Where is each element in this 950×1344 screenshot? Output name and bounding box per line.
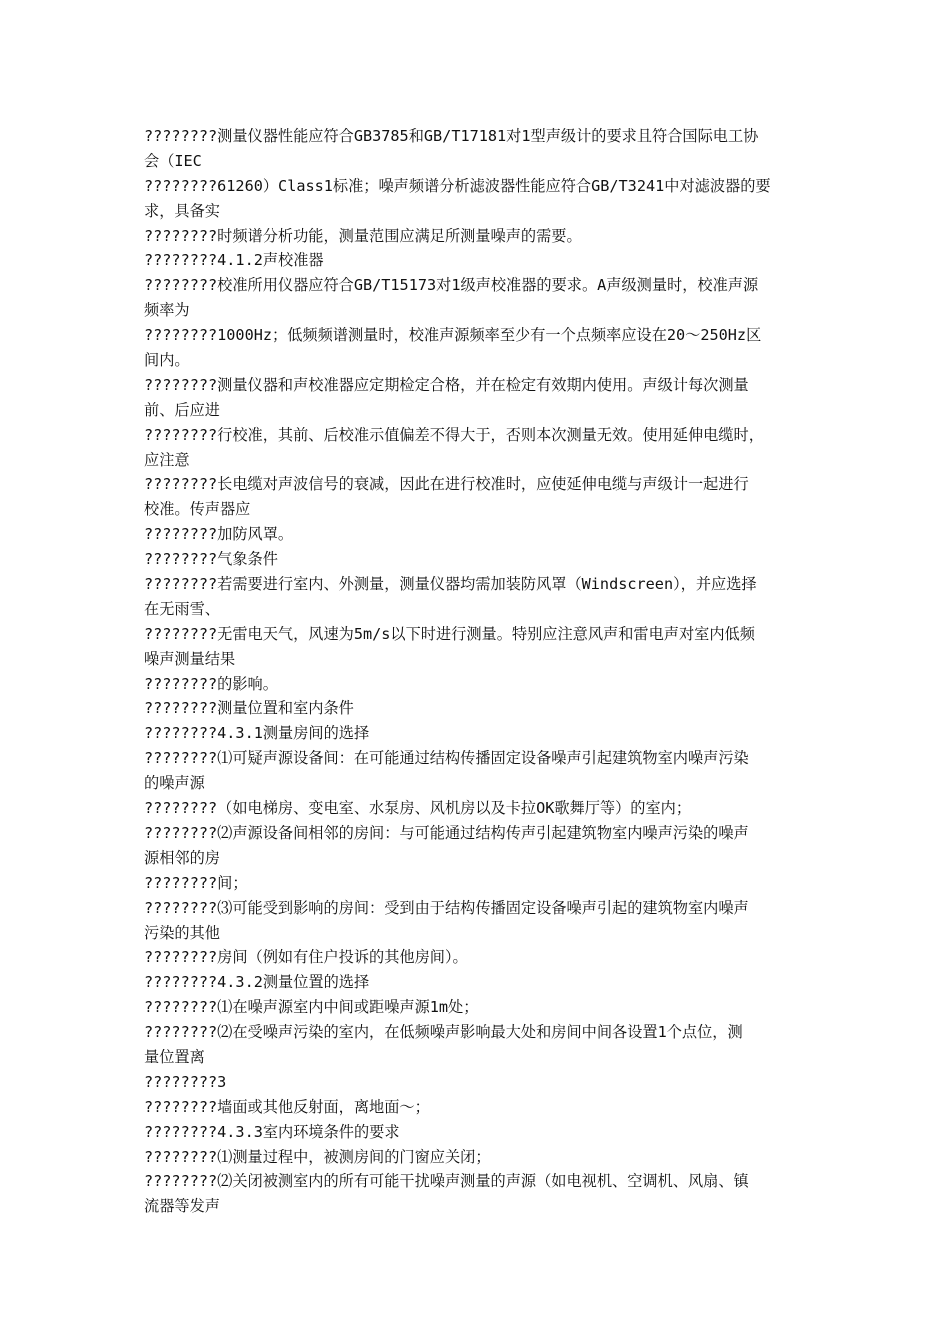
text-line: 污染的其他 xyxy=(144,923,220,942)
text-line: 在无雨雪、 xyxy=(144,599,220,618)
text-line: ????????测量位置和室内条件 xyxy=(144,699,354,718)
text-line: ????????⑵在受噪声污染的室内，在低频噪声影响最大处和房间中间各设置1个点位，测 xyxy=(144,1023,743,1042)
text-line: ????????（如电梯房、变电室、水泵房、风机房以及卡拉OK歌舞厅等）的室内； xyxy=(144,799,692,818)
document-body xyxy=(144,124,814,1219)
text-line: 求，具备实 xyxy=(144,201,220,220)
text-line: 的噪声源 xyxy=(144,774,205,793)
text-line: 流器等发声 xyxy=(144,1197,220,1216)
text-line: ????????长电缆对声波信号的衰减，因此在进行校准时，应使延伸电缆与声级计一起进行 xyxy=(144,475,749,494)
text-line: ????????⑵声源设备间相邻的房间：与可能通过结构传声引起建筑物室内噪声污染的噪声 xyxy=(144,823,749,842)
text-line: 前、后应进 xyxy=(144,400,220,419)
text-line: ????????测量仪器和声校准器应定期检定合格，并在检定有效期内使用。声级计每次测量 xyxy=(144,375,749,394)
text-line: ????????4.1.2声校准器 xyxy=(144,251,324,270)
text-line: ????????4.3.2测量位置的选择 xyxy=(144,973,370,992)
text-line: ????????测量仪器性能应符合GB3785和GB/T17181对1型声级计的要求且符合国际电工协 xyxy=(144,127,759,145)
text-line: ????????61260）Class1标准；噪声频谱分析滤波器性能应符合GB/T3241中对滤波器的要 xyxy=(144,176,771,195)
text-line: ????????加防风罩。 xyxy=(144,525,294,544)
text-line: ????????间； xyxy=(144,873,248,892)
text-line: 应注意 xyxy=(144,450,190,469)
text-line: 间内。 xyxy=(144,351,190,370)
text-line: ????????时频谱分析功能，测量范围应满足所测量噪声的需要。 xyxy=(144,226,582,245)
text-line: ????????⑵关闭被测室内的所有可能干扰噪声测量的声源（如电视机、空调机、风扇、镇 xyxy=(144,1172,749,1191)
text-line: ????????若需要进行室内、外测量，测量仪器均需加装防风罩（Windscreen），并应选择 xyxy=(144,575,757,594)
text-line: ????????的影响。 xyxy=(144,674,278,693)
text-line: ????????4.3.1测量房间的选择 xyxy=(144,724,370,743)
text-line: ????????墙面或其他反射面，离地面～； xyxy=(144,1097,430,1116)
text-line: ????????行校准，其前、后校准示值偏差不得大于，否则本次测量无效。使用延伸电缆时， xyxy=(144,425,764,444)
text-line: 校准。传声器应 xyxy=(144,500,251,519)
text-line: ????????无雷电天气，风速为5m/s以下时进行测量。特别应注意风声和雷电声对室内低频 xyxy=(144,624,755,643)
text-line: ????????⑴在噪声源室内中间或距噪声源1m处； xyxy=(144,998,479,1017)
text-line: 量位置离 xyxy=(144,1047,205,1066)
text-line: ????????⑴可疑声源设备间：在可能通过结构传播固定设备噪声引起建筑物室内噪声污染 xyxy=(144,749,749,768)
text-line: 频率为 xyxy=(144,301,190,320)
text-line: 源相邻的房 xyxy=(144,848,220,867)
text-line: ????????房间（例如有住户投诉的其他房间）。 xyxy=(144,948,468,967)
text-line: ????????气象条件 xyxy=(144,550,278,569)
text-line: ????????校准所用仪器应符合GB/T15173对1级声校准器的要求。A声级测量时，校准声源 xyxy=(144,276,759,295)
text-line: 会（IEC xyxy=(144,151,202,170)
text-line: ????????⑶可能受到影响的房间：受到由于结构传播固定设备噪声引起的建筑物室内噪声 xyxy=(144,898,749,917)
text-line: ????????3 xyxy=(144,1072,227,1091)
text-line: ????????⑴测量过程中，被测房间的门窗应关闭； xyxy=(144,1147,491,1166)
text-line: ????????4.3.3室内环境条件的要求 xyxy=(144,1122,400,1141)
text-line: 噪声测量结果 xyxy=(144,649,236,668)
text-line: ????????1000Hz；低频频谱测量时，校准声源频率至少有一个点频率应设在20～250Hz区 xyxy=(144,326,762,345)
